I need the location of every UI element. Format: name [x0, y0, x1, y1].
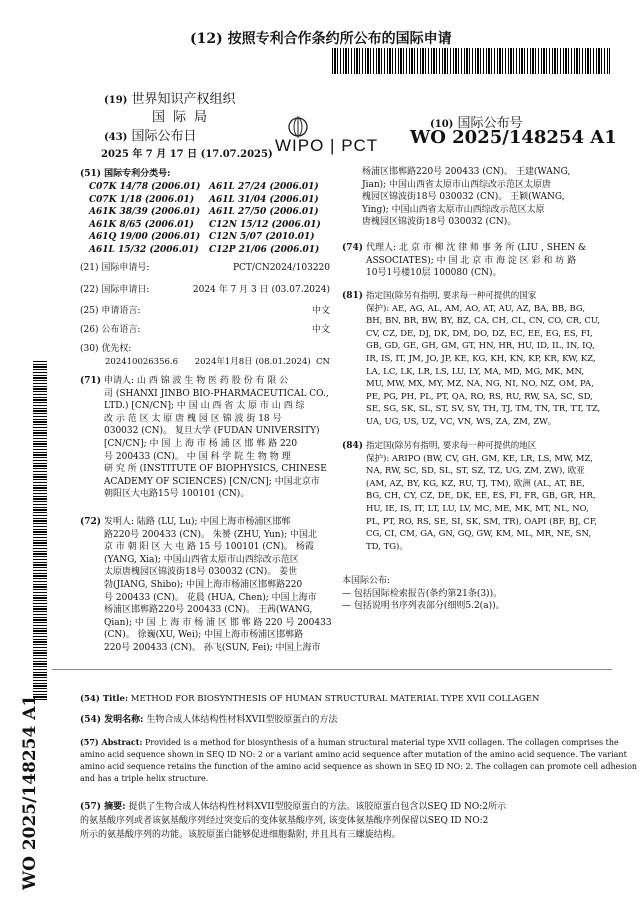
designated-regional [342, 440, 617, 553]
field-30-row [105, 356, 330, 369]
dr-line: NA, RW, SC, SD, SL, ST, SZ, TZ, UG, ZM, ZW), 欧亚 [366, 466, 585, 477]
ipc-row [89, 244, 329, 257]
field-22-label: (22) 国际申请日: [80, 285, 150, 295]
dr-line: CG, CI, CM, GA, GN, GQ, GW, KM, ML, MR, NE, SN, [366, 529, 592, 540]
abstract-zh [80, 800, 610, 842]
applicant-line: 号 200433 (CN)。 中 国 科 学 院 生 物 物 理 [104, 451, 291, 462]
separator [52, 669, 612, 670]
side-barcode [33, 360, 47, 700]
agent-line: 10号1号楼10层 100080 (CN)。 [366, 268, 502, 279]
org-sub: 国际局 [152, 110, 216, 125]
pubno-label: 国际公布号 [457, 116, 523, 131]
inventor-line: 路220号 200433 (CN)。 朱赟 (ZHU, Yun); 中国北 [104, 529, 318, 540]
field-22-value: 2024 年 7 月 3 日 (03.07.2024) [192, 285, 330, 295]
ipc-code: C07K 14/78 (2006.01) [89, 182, 201, 192]
inventor-line: 唐槐园区锦波街18号 030032 (CN)。 [362, 217, 517, 228]
title-en-num: (54) Title: [80, 694, 129, 704]
inventor-line: Jian); 中国山西省太原市山西综改示范区太原唐 [362, 179, 552, 190]
pubdate-num: (43) [104, 132, 128, 143]
abstract-en-line: amino acid sequence retains the function of the amino acid sequence as shown in SEQ ID NO: 2. The collagen can promote cell adhesion [80, 762, 638, 771]
applicant-block [80, 375, 330, 501]
priority-number: 202410026356.6 [105, 357, 179, 367]
inventor-line: (YANG, Xia); 中国山西省太原市山西综改示范区 [104, 554, 299, 565]
inventor-line: Ying); 中国山西省太原市山西综改示范区太原 [362, 204, 545, 215]
field-25-label: (25) 申请语言: [80, 306, 141, 316]
barcode [332, 48, 610, 74]
designated-national [342, 290, 617, 429]
priority-date: 2024年1月8日 (08.01.2024) [194, 357, 311, 367]
inventor-line: 京 市 朝 阳 区 大 屯 路 15 号 100101 (CN)。 杨霞 [104, 542, 314, 553]
dn-line: LA, LC, LK, LR, LS, LU, LY, MA, MD, MG, MK, MN, [366, 366, 585, 377]
abstract-zh-line: 的氨基酸序列或者该氨基酸序列经过突变后的变体氨基酸序列, 该变体氨基酸序列保留以SEQ ID NO:2 [80, 816, 489, 826]
wipo-logo [275, 136, 378, 156]
pubdate-block [104, 125, 197, 144]
inventor-line: 220号 200433 (CN)。 孙飞(SUN, Fei); 中国上海市 [104, 642, 321, 653]
pub-item: — 包括说明书序列表部分(细则5.2(a))。 [342, 601, 505, 612]
ipc-code: A61K 38/39 (2006.01) [89, 207, 201, 218]
dn-line: (81) 指定国(除另有指明, 要求每一种可提供的国家 [342, 291, 537, 301]
dr-line: 保护): ARIPO (BW, CV, GH, GM, KE, LR, LS, MW, MZ, [366, 453, 593, 464]
applicant-line: 司 (SHANXI JINBO BIO-PHARMACEUTICAL CO., [104, 388, 329, 399]
ipc-code: A61Q 19/00 (2006.01) [89, 232, 201, 243]
agent-num: (74) [342, 243, 364, 253]
ipc-code: C12N 5/07 (2010.01) [209, 232, 315, 243]
abstract-en-line: and has a triple helix structure. [80, 774, 209, 783]
agent-block [342, 242, 612, 280]
dn-line: 保护): AE, AG, AL, AM, AO, AT, AU, AZ, BA, BB, BG, [366, 303, 586, 314]
inventor-line: 杨浦区邯郸路220号 200433 (CN)。 王茜(WANG, [104, 605, 313, 616]
abstract-en-num: (57) Abstract: [80, 737, 143, 747]
applicant-num: (71) [80, 376, 102, 386]
ipc-code: C07K 1/18 (2006.01) [89, 194, 195, 205]
ipc-code: C12P 21/06 (2006.01) [209, 244, 320, 255]
dn-num: (81) [342, 291, 364, 301]
inventor-line: (72) 发明人: 陆路 (LU, Lu); 中国上海市杨浦区邯郸 [80, 517, 291, 527]
dr-line: HU, IE, IS, IT, LT, LU, LV, MC, ME, MK, MT, NL, NO, [366, 503, 589, 514]
field-25-value: 中文 [311, 306, 330, 316]
ipc-row [89, 219, 329, 232]
inventors-cont [362, 166, 612, 229]
title-en-text: METHOD FOR BIOSYNTHESIS OF HUMAN STRUCTURAL MATERIAL TYPE XVII COLLAGEN [130, 694, 540, 704]
ipc-row [89, 206, 329, 219]
dn-line: BH, BN, BR, BW, BY, BZ, CA, CH, CL, CN, CO, CR, CU, [366, 316, 600, 327]
applicant-line: 030032 (CN)。 复旦大学 (FUDAN UNIVERSITY) [104, 426, 320, 437]
ipc-code: A61L 31/04 (2006.01) [209, 194, 319, 205]
inventor-line: 太原唐槐园区锦波街18号 030032 (CN)。 姜世 [104, 567, 298, 578]
applicant-line: 朝阳区大屯路15号 100101 (CN)。 [104, 489, 250, 500]
dn-line: CV, CZ, DE, DJ, DK, DM, DO, DZ, EC, EE, EG, ES, FI, [366, 328, 593, 339]
inventors-num: (72) [80, 517, 102, 527]
ipc-row [89, 194, 329, 207]
abstract-en [80, 736, 638, 785]
dn-line: UA, UG, US, UZ, VC, VN, WS, ZA, ZM, ZW。 [366, 416, 557, 427]
applicant-line: LTD.) [CN/CN]; 中 国 山 西 省 太 原 市 山 西 综 [104, 401, 305, 412]
org-block [104, 88, 236, 107]
dr-line: BG, CH, CY, CZ, DE, DK, EE, ES, FI, FR, GB, GR, HR, [366, 491, 596, 502]
field-22 [80, 284, 330, 297]
applicant-line: (71) 申请人: 山 西 锦 波 生 物 医 药 股 份 有 限 公 [80, 376, 289, 386]
ipc-row [89, 181, 329, 194]
ipc-code: A61L 15/32 (2006.01) [89, 244, 199, 255]
dr-line: (84) 指定国(除另有指明, 要求每一种可提供的地区 [342, 441, 537, 451]
abstract-zh-num: (57) 摘要: [80, 802, 126, 812]
dn-line: PE, PG, PH, PL, PT, QA, RO, RS, RU, RW, SA, SC, SD, [366, 391, 593, 402]
applicant-line: [CN/CN]; 中 国 上 海 市 杨 浦 区 邯 郸 路 220 [104, 438, 298, 449]
agent-line: (74) 代理人: 北 京 市 柳 沈 律 师 事 务 所 (LIU , SHEN & [342, 243, 587, 253]
applicant-line: 改 示 范 区 太 原 唐 槐 园 区 锦 波 街 18 号 [104, 413, 282, 424]
inventor-line: (CN)。 徐巍(XU, Wei); 中国上海市杨浦区邯郸路 [104, 630, 304, 641]
field-21 [80, 262, 330, 275]
publication-notes [342, 575, 612, 613]
dr-line: (AM, AZ, BY, KG, KZ, RU, TJ, TM), 欧洲 (AL, AT, BE, [366, 478, 585, 489]
dn-line: MU, MW, MX, MY, MZ, NA, NG, NI, NO, NZ, OM, PA, [366, 379, 594, 390]
dr-line: TD, TG)。 [366, 541, 408, 552]
field-26-label: (26) 公布语言: [80, 325, 141, 335]
pub-item: — 包括国际检索报告(条约第21条(3))。 [342, 588, 503, 599]
ipc-code: A61L 27/50 (2006.01) [209, 207, 319, 218]
pub-head: 本国际公布: [342, 576, 391, 586]
inventor-line: Qian); 中 国 上 海 市 杨 浦 区 邯 郸 路 220 号 200433 [104, 617, 332, 628]
ipc-code: A61L 27/24 (2006.01) [209, 182, 319, 192]
dr-num: (84) [342, 441, 364, 451]
agent-line: ASSOCIATES); 中 国 北 京 市 海 淀 区 彩 和 坊 路 [366, 255, 577, 266]
pubno-value: WO 2025/148254 A1 [410, 127, 617, 148]
abstract-en-line: (57) Abstract: Provided is a method for biosynthesis of a human structural material type XVII collagen. The collagen comprises the [80, 737, 619, 747]
pubno-num: (10) [430, 119, 454, 130]
applicant-line: 研 究 所 (INSTITUTE OF BIOPHYSICS, CHINESE [104, 464, 327, 475]
inventor-line: 杨浦区邯郸路220号 200433 (CN)。 王建(WANG, [362, 167, 571, 177]
wipo-logo-icon [287, 112, 309, 142]
dn-line: SE, SG, SK, SL, ST, SV, SY, TH, TJ, TM, TN, TR, TT, TZ, [366, 404, 601, 415]
priority-country: CN [316, 357, 330, 367]
org-name: 世界知识产权组织 [131, 92, 236, 107]
field-26-value: 中文 [311, 325, 330, 335]
ipc-label: (51) 国际专利分类号: [80, 169, 171, 179]
title-zh-text: 生物合成人体结构性材料XVII型胶原蛋白的方法 [146, 715, 338, 725]
inventor-line: 号 200433 (CN)。 花晨 (HUA, Chen); 中国上海市 [104, 592, 317, 603]
dr-line: PL, PT, RO, RS, SE, SI, SK, SM, TR), OAPI (BF, BJ, CF, [366, 516, 597, 527]
field-25 [80, 305, 330, 318]
dn-line: GB, GD, GE, GH, GM, GT, HN, HR, HU, ID, IL, IN, IQ, [366, 341, 595, 352]
ipc-code: A61K 8/65 (2006.01) [89, 219, 194, 230]
pubdate-value: 2025 年 7 月 17 日 (17.07.2025) [101, 149, 273, 160]
title-en [80, 693, 539, 706]
field-26 [80, 324, 330, 337]
applicant-line: ACADEMY OF SCIENCES) [CN/CN]; 中国北京市 [104, 476, 320, 487]
document-title: (12) 按照专利合作条约所公布的国际申请 [190, 31, 452, 47]
title-zh [80, 714, 337, 727]
wipo-logo-text: WIPO | PCT [275, 136, 379, 155]
ipc-table [89, 181, 329, 257]
org-num: (19) [104, 95, 128, 106]
inventors-block [80, 516, 330, 655]
field-21-label: (21) 国际申请号: [80, 263, 150, 273]
vertical-pubno: WO 2025/148254 A1 [20, 694, 40, 890]
abstract-zh-line: 所示的氨基酸序列的功能。该胶原蛋白能够促进细胞黏附, 并且具有三螺旋结构。 [80, 830, 401, 840]
field-30-label: (30) 优先权: [80, 344, 132, 354]
pubdate-label: 国际公布日 [131, 129, 197, 144]
field-21-value: PCT/CN2024/103220 [232, 263, 330, 273]
abstract-zh-line: (57) 摘要: 提供了生物合成人体结构性材料XVII型胶原蛋白的方法。该胶原蛋白包含以SEQ ID NO:2所示 [80, 802, 507, 812]
inventor-line: 槐园区锦波街18号 030032 (CN)。 王颖(WANG, [362, 192, 565, 203]
dn-line: IR, IS, IT, JM, JO, JP, KE, KG, KH, KN, KP, KR, KW, KZ, [366, 353, 596, 364]
ipc-code: C12N 15/12 (2006.01) [209, 219, 321, 230]
inventor-line: 勃(JIANG, Shibo); 中国上海市杨浦区邯郸路220 [104, 579, 303, 590]
abstract-en-line: amino acid sequence shown in SEQ ID NO: 2 or a variant amino acid sequence after mutation of the amino acid sequence. The variant [80, 750, 627, 759]
title-zh-num: (54) 发明名称: [80, 715, 144, 725]
ipc-row [89, 231, 329, 244]
